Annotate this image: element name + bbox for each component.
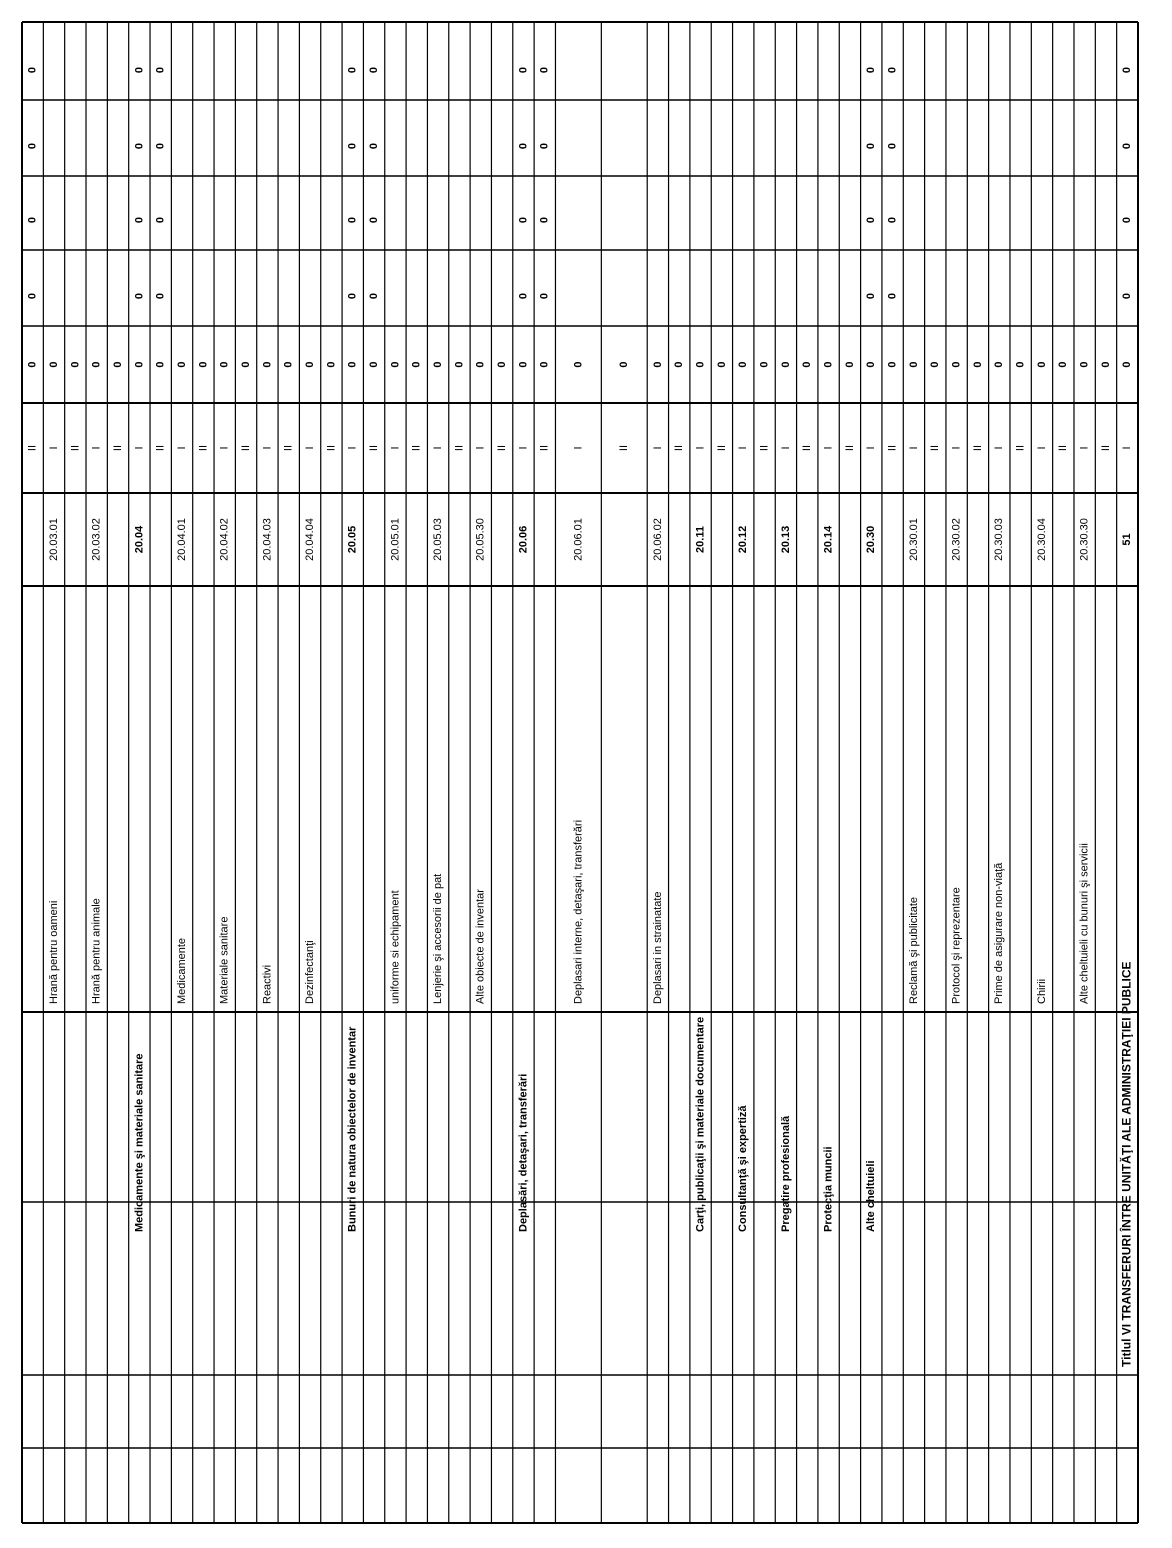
budget-code: 20.04.04 bbox=[303, 518, 316, 561]
row-flag: II bbox=[197, 444, 210, 452]
table-grid bbox=[22, 22, 1138, 1523]
value-cell: 0 bbox=[538, 292, 551, 300]
row-label: Alte cheltuieli bbox=[865, 1160, 878, 1232]
row-flag: I bbox=[303, 446, 316, 450]
value-cell: 0 bbox=[282, 361, 295, 368]
value-cell: 0 bbox=[886, 361, 899, 368]
value-cell: 0 bbox=[822, 361, 835, 368]
value-cell: 0 bbox=[517, 361, 530, 368]
row-flag: I bbox=[90, 446, 103, 450]
row-label: Pregatire profesională bbox=[779, 1115, 792, 1232]
value-cell: 0 bbox=[993, 361, 1006, 368]
budget-code: 20.11 bbox=[694, 526, 707, 553]
value-cell: 0 bbox=[197, 361, 210, 368]
value-cell: 0 bbox=[1035, 361, 1048, 368]
row-flag: I bbox=[1078, 446, 1091, 450]
row-flag: II bbox=[618, 444, 631, 452]
value-cell: 0 bbox=[26, 292, 39, 300]
row-flag: II bbox=[715, 444, 728, 452]
row-flag: I bbox=[822, 446, 835, 450]
budget-code: 20.06 bbox=[517, 525, 530, 554]
row-label: Deplasări, detaşari, transferări bbox=[517, 1073, 530, 1232]
row-flag: I bbox=[907, 446, 920, 450]
row-flag: II bbox=[801, 444, 814, 452]
row-flag: II bbox=[538, 444, 551, 452]
value-cell: 0 bbox=[517, 66, 530, 74]
budget-code: 20.06.02 bbox=[651, 518, 664, 561]
value-cell: 0 bbox=[346, 292, 359, 300]
budget-code: 51 bbox=[1121, 533, 1134, 546]
row-flag: II bbox=[1014, 444, 1027, 452]
row-label: Medicamente şi materiale sanitare bbox=[133, 1053, 146, 1232]
row-flag: I bbox=[572, 446, 585, 450]
budget-code: 20.03.01 bbox=[47, 518, 60, 561]
row-label: Prime de asigurare non-viaţă bbox=[993, 862, 1006, 1004]
row-flag: II bbox=[111, 444, 124, 452]
row-label: Consultanţă şi expertiză bbox=[737, 1105, 750, 1232]
value-cell: 0 bbox=[865, 292, 878, 300]
value-cell: 0 bbox=[1121, 66, 1134, 74]
value-cell: 0 bbox=[651, 361, 664, 368]
row-flag: I bbox=[737, 446, 750, 450]
value-cell: 0 bbox=[154, 292, 167, 300]
budget-code: 20.14 bbox=[822, 525, 835, 554]
row-label: Deplasari interne, detaşari, transferări bbox=[572, 819, 585, 1004]
value-cell: 0 bbox=[538, 216, 551, 224]
row-label: Bunuri de natura obiectelor de inventar bbox=[346, 1026, 359, 1232]
value-cell: 0 bbox=[865, 216, 878, 224]
value-cell: 0 bbox=[1121, 361, 1134, 368]
value-cell: 0 bbox=[325, 361, 338, 368]
value-cell: 0 bbox=[133, 66, 146, 74]
value-cell: 0 bbox=[367, 361, 380, 368]
row-label: Reactivi bbox=[261, 964, 274, 1004]
value-cell: 0 bbox=[367, 216, 380, 224]
row-label: Hrană pentru animale bbox=[90, 898, 103, 1004]
value-cell: 0 bbox=[517, 142, 530, 150]
row-label: Alte obiecte de inventar bbox=[474, 889, 487, 1004]
row-flag: II bbox=[843, 444, 856, 452]
row-flag: II bbox=[325, 444, 338, 452]
row-flag: II bbox=[367, 444, 380, 452]
row-flag: II bbox=[154, 444, 167, 452]
row-label: Lenjerie şi accesorii de pat bbox=[432, 873, 445, 1004]
budget-code: 20.30.02 bbox=[950, 518, 963, 561]
value-cell: 0 bbox=[303, 361, 316, 368]
value-cell: 0 bbox=[1099, 361, 1112, 368]
value-cell: 0 bbox=[218, 361, 231, 368]
value-cell: 0 bbox=[133, 361, 146, 368]
value-cell: 0 bbox=[517, 292, 530, 300]
value-cell: 0 bbox=[346, 142, 359, 150]
row-flag: I bbox=[133, 446, 146, 450]
budget-code: 20.13 bbox=[779, 525, 792, 554]
row-flag: I bbox=[950, 446, 963, 450]
row-label: Protocol şi reprezentare bbox=[950, 887, 963, 1004]
row-label: Dezinfectanţi bbox=[303, 940, 316, 1004]
value-cell: 0 bbox=[111, 361, 124, 368]
row-flag: II bbox=[282, 444, 295, 452]
row-flag: I bbox=[175, 446, 188, 450]
value-cell: 0 bbox=[1057, 361, 1070, 368]
row-flag: II bbox=[239, 444, 252, 452]
value-cell: 0 bbox=[453, 361, 466, 368]
value-cell: 0 bbox=[801, 361, 814, 368]
row-flag: I bbox=[865, 446, 878, 450]
value-cell: 0 bbox=[907, 361, 920, 368]
value-cell: 0 bbox=[1078, 361, 1091, 368]
row-flag: I bbox=[694, 446, 707, 450]
row-flag: I bbox=[779, 446, 792, 450]
row-label: Alte cheltuieli cu bunuri şi servicii bbox=[1078, 843, 1091, 1004]
value-cell: 0 bbox=[133, 292, 146, 300]
row-label: Chirii bbox=[1035, 978, 1048, 1004]
value-cell: 0 bbox=[432, 361, 445, 368]
row-flag: I bbox=[47, 446, 60, 450]
row-flag: II bbox=[69, 444, 82, 452]
value-cell: 0 bbox=[389, 361, 402, 368]
value-cell: 0 bbox=[758, 361, 771, 368]
row-flag: II bbox=[758, 444, 771, 452]
row-flag: II bbox=[1099, 444, 1112, 452]
row-flag: II bbox=[971, 444, 984, 452]
value-cell: 0 bbox=[90, 361, 103, 368]
row-flag: I bbox=[1035, 446, 1048, 450]
row-flag: II bbox=[886, 444, 899, 452]
value-cell: 0 bbox=[694, 361, 707, 368]
value-cell: 0 bbox=[886, 66, 899, 74]
value-cell: 0 bbox=[26, 361, 39, 368]
row-label: uniforme si echipament bbox=[389, 890, 402, 1004]
value-cell: 0 bbox=[715, 361, 728, 368]
value-cell: 0 bbox=[1121, 292, 1134, 300]
value-cell: 0 bbox=[1121, 142, 1134, 150]
value-cell: 0 bbox=[133, 216, 146, 224]
value-cell: 0 bbox=[346, 361, 359, 368]
value-cell: 0 bbox=[410, 361, 423, 368]
row-label: Hrană pentru oameni bbox=[47, 900, 60, 1004]
row-label: Medicamente bbox=[175, 937, 188, 1004]
row-label: Materiale sanitare bbox=[218, 916, 231, 1004]
row-flag: I bbox=[517, 446, 530, 450]
row-flag: II bbox=[496, 444, 509, 452]
value-cell: 0 bbox=[572, 361, 585, 368]
value-cell: 0 bbox=[517, 216, 530, 224]
value-cell: 0 bbox=[367, 66, 380, 74]
row-flag: I bbox=[993, 446, 1006, 450]
budget-code: 20.04.03 bbox=[261, 518, 274, 561]
row-flag: I bbox=[389, 446, 402, 450]
value-cell: 0 bbox=[886, 216, 899, 224]
budget-code: 20.30 bbox=[865, 525, 878, 554]
budget-code: 20.05.03 bbox=[432, 518, 445, 561]
value-cell: 0 bbox=[538, 361, 551, 368]
value-cell: 0 bbox=[779, 361, 792, 368]
value-cell: 0 bbox=[865, 66, 878, 74]
value-cell: 0 bbox=[886, 142, 899, 150]
row-flag: I bbox=[218, 446, 231, 450]
value-cell: 0 bbox=[673, 361, 686, 368]
value-cell: 0 bbox=[261, 361, 274, 368]
value-cell: 0 bbox=[1014, 361, 1027, 368]
row-label: Titlul VI TRANSFERURI ÎNTRE UNITĂŢI ALE ADMINISTRAŢIEI PUBLICE bbox=[1119, 961, 1134, 1367]
value-cell: 0 bbox=[26, 142, 39, 150]
budget-code: 20.30.30 bbox=[1078, 518, 1091, 561]
row-flag: II bbox=[453, 444, 466, 452]
value-cell: 0 bbox=[886, 292, 899, 300]
row-flag: I bbox=[346, 446, 359, 450]
row-flag: I bbox=[261, 446, 274, 450]
value-cell: 0 bbox=[154, 361, 167, 368]
row-flag: II bbox=[410, 444, 423, 452]
value-cell: 0 bbox=[367, 142, 380, 150]
row-flag: II bbox=[673, 444, 686, 452]
value-cell: 0 bbox=[346, 216, 359, 224]
budget-code: 20.05.30 bbox=[474, 518, 487, 561]
value-cell: 0 bbox=[175, 361, 188, 368]
row-flag: II bbox=[929, 444, 942, 452]
budget-code: 20.05 bbox=[346, 525, 359, 554]
value-cell: 0 bbox=[737, 361, 750, 368]
value-cell: 0 bbox=[154, 142, 167, 150]
budget-code: 20.12 bbox=[737, 525, 750, 554]
value-cell: 0 bbox=[154, 216, 167, 224]
value-cell: 0 bbox=[865, 142, 878, 150]
budget-code: 20.04.02 bbox=[218, 518, 231, 561]
row-flag: I bbox=[1121, 446, 1134, 450]
value-cell: 0 bbox=[367, 292, 380, 300]
value-cell: 0 bbox=[538, 66, 551, 74]
row-label: Carţi, publicaţii şi materiale documentare bbox=[694, 1016, 707, 1232]
row-flag: I bbox=[432, 446, 445, 450]
value-cell: 0 bbox=[26, 216, 39, 224]
budget-code: 20.03.02 bbox=[90, 518, 103, 561]
value-cell: 0 bbox=[26, 66, 39, 74]
budget-code: 20.06.01 bbox=[572, 518, 585, 561]
value-cell: 0 bbox=[69, 361, 82, 368]
row-flag: I bbox=[474, 446, 487, 450]
value-cell: 0 bbox=[346, 66, 359, 74]
value-cell: 0 bbox=[154, 66, 167, 74]
value-cell: 0 bbox=[496, 361, 509, 368]
budget-code: 20.30.03 bbox=[993, 518, 1006, 561]
value-cell: 0 bbox=[618, 361, 631, 368]
value-cell: 0 bbox=[1121, 216, 1134, 224]
row-flag: II bbox=[26, 444, 39, 452]
budget-code: 20.04.01 bbox=[175, 518, 188, 561]
value-cell: 0 bbox=[929, 361, 942, 368]
row-flag: I bbox=[651, 446, 664, 450]
value-cell: 0 bbox=[950, 361, 963, 368]
budget-code: 20.30.01 bbox=[907, 518, 920, 561]
value-cell: 0 bbox=[865, 361, 878, 368]
row-flag: II bbox=[1057, 444, 1070, 452]
value-cell: 0 bbox=[538, 142, 551, 150]
row-label: Protecţia muncii bbox=[822, 1146, 835, 1232]
budget-code: 20.05.01 bbox=[389, 518, 402, 561]
value-cell: 0 bbox=[474, 361, 487, 368]
row-label: Reclamă şi publicitate bbox=[907, 897, 920, 1004]
budget-code: 20.04 bbox=[133, 525, 146, 554]
value-cell: 0 bbox=[971, 361, 984, 368]
budget-code: 20.30.04 bbox=[1035, 518, 1048, 561]
value-cell: 0 bbox=[133, 142, 146, 150]
row-label: Deplasari in strainatate bbox=[651, 891, 664, 1004]
value-cell: 0 bbox=[843, 361, 856, 368]
value-cell: 0 bbox=[239, 361, 252, 368]
value-cell: 0 bbox=[47, 361, 60, 368]
